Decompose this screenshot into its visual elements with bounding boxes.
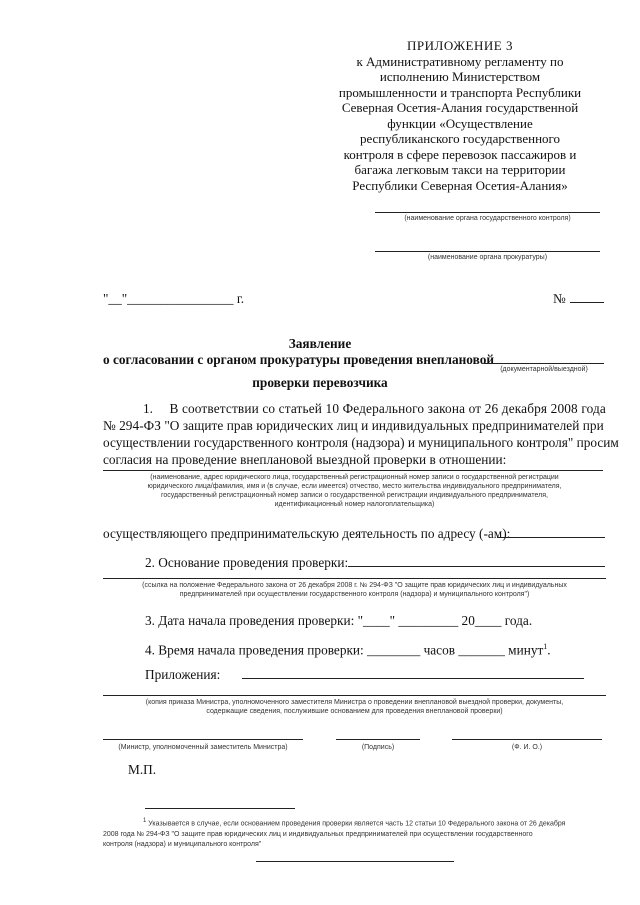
minister-caption: (Министр, уполномоченный заместитель Министра)	[118, 744, 288, 751]
annex-title: ПРИЛОЖЕНИЕ 3	[407, 38, 513, 53]
annex-line: промышленности и транспорта Республики	[338, 84, 582, 100]
paragraph-4	[145, 638, 551, 658]
paragraph-1-line: № 294-ФЗ "О защите прав юридических лиц и индивидуальных предпринимателей при	[103, 418, 604, 433]
attachments-caption-line: (копия приказа Министра, уполномоченного заместителя Министра о проведении внеплановой выездной проверки, документы,	[145, 699, 564, 706]
signature-caption: (Подпись)	[361, 744, 395, 751]
doc-title-line2: о согласовании с органом прокуратуры проведения внеплановой	[103, 352, 495, 367]
check-type-caption: (документарной/выездной)	[500, 366, 588, 373]
address-label: осуществляющего предпринимательскую деятельность по адресу (-ам):	[103, 526, 511, 541]
check-type-line	[484, 363, 604, 364]
bottom-rule	[256, 861, 454, 862]
annex-line: исполнению Министерством	[379, 69, 541, 84]
footnote-separator	[145, 808, 295, 809]
subject-caption-line: идентификационный номер налогоплательщика)	[274, 501, 435, 508]
annex-line: багажа легковым такси на территории	[354, 162, 566, 177]
footnote-ref: 1	[543, 642, 548, 651]
attachments-caption-line: содержащие сведения, послужившие основанием для проведения внеплановой проверки)	[206, 708, 503, 715]
basis-caption-line: (ссылка на положение Федерального закона от 26 декабря 2008 г. № 294-ФЗ "О защите прав юридических лиц и индивидуальных	[142, 582, 567, 589]
attachments-caption	[103, 698, 606, 716]
control-body-caption: (наименование органа государственного контроля)	[404, 215, 571, 222]
fio-line	[452, 739, 602, 740]
minister-line	[103, 739, 303, 740]
subject-caption	[103, 473, 606, 509]
annex-line: к Административному регламенту по	[356, 53, 564, 69]
attachments-line	[242, 678, 584, 679]
paragraph-1-line: В соответствии со статьей 10 Федерального закона от 26 декабря 2008 года	[169, 401, 606, 416]
footnote-line: 2008 года № 294-ФЗ "О защите прав юридических лиц и индивидуальных предпринимателей при осуществлении государственного	[103, 830, 533, 838]
paragraph-4-text: 4. Время начала проведения проверки: ________ часов _______ минут	[145, 642, 544, 658]
basis-caption-line: предпринимателей при осуществлении государственного контроля (надзора) и муниципального контроля")	[179, 591, 530, 598]
paragraph-1	[103, 400, 619, 468]
subject-caption-line: государственный регистрационный номер записи о государственной регистрации индивидуального предпринимателя,	[161, 492, 548, 499]
doc-title: Заявление	[288, 336, 352, 351]
date-line: "__"________________ г.	[103, 291, 245, 306]
prosecutor-caption: (наименование органа прокуратуры)	[427, 254, 548, 261]
paragraph-1-line: согласия на проведение внеплановой выездной проверки в отношении:	[103, 452, 507, 467]
paragraph-1-number: 1.	[143, 401, 153, 416]
control-body-line	[375, 212, 600, 213]
attachments-line-2	[103, 695, 606, 696]
prosecutor-line	[375, 251, 600, 252]
stamp-label: М.П.	[128, 762, 157, 777]
subject-line	[103, 470, 603, 471]
footnote	[103, 816, 606, 851]
annex-line: республиканского государственного	[359, 131, 561, 146]
basis-line	[348, 566, 605, 567]
basis-caption	[103, 581, 606, 599]
number-label: №	[553, 291, 566, 306]
annex-block	[335, 38, 585, 193]
footnote-mark: 1	[143, 818, 147, 824]
annex-line: Северная Осетия-Алания государственной	[341, 100, 579, 115]
annex-line: контроля в сфере перевозок пассажиров и	[343, 146, 577, 162]
paragraph-1-line: осуществлении государственного контроля (надзора) и муниципального контроля" просим	[103, 435, 619, 450]
number-line	[570, 302, 604, 303]
annex-line: функции «Осуществление	[387, 115, 533, 131]
basis-line-2	[103, 578, 606, 579]
fio-caption: (Ф. И. О.)	[511, 744, 543, 751]
subject-caption-line: юридического лица/фамилия, имя и (в случае, если имеется) отчество, место жительства индивидуального предпринимателя,	[147, 483, 562, 490]
paragraph-3: 3. Дата начала проведения проверки: "____" _________ 20____ года.	[145, 613, 533, 628]
attachments-label: Приложения:	[145, 667, 221, 682]
doc-title-line3: проверки перевозчика	[252, 375, 388, 390]
paragraph-4-tail: .	[547, 642, 551, 658]
footnote-line: контроля (надзора) и муниципального контроля"	[103, 841, 262, 849]
subject-caption-line: (наименование, адрес юридического лица, государственный регистрационный номер записи о государственной регистрации	[150, 474, 559, 481]
footnote-line: Указывается в случае, если основанием проведения проверки является часть 12 статьи 10 Федерального закона от 26 декабря	[148, 820, 566, 828]
signature-line	[336, 739, 420, 740]
paragraph-2: 2. Основание проведения проверки:	[145, 555, 349, 570]
annex-line: Республики Северная Осетия-Алания»	[352, 177, 568, 193]
address-line	[497, 537, 605, 538]
